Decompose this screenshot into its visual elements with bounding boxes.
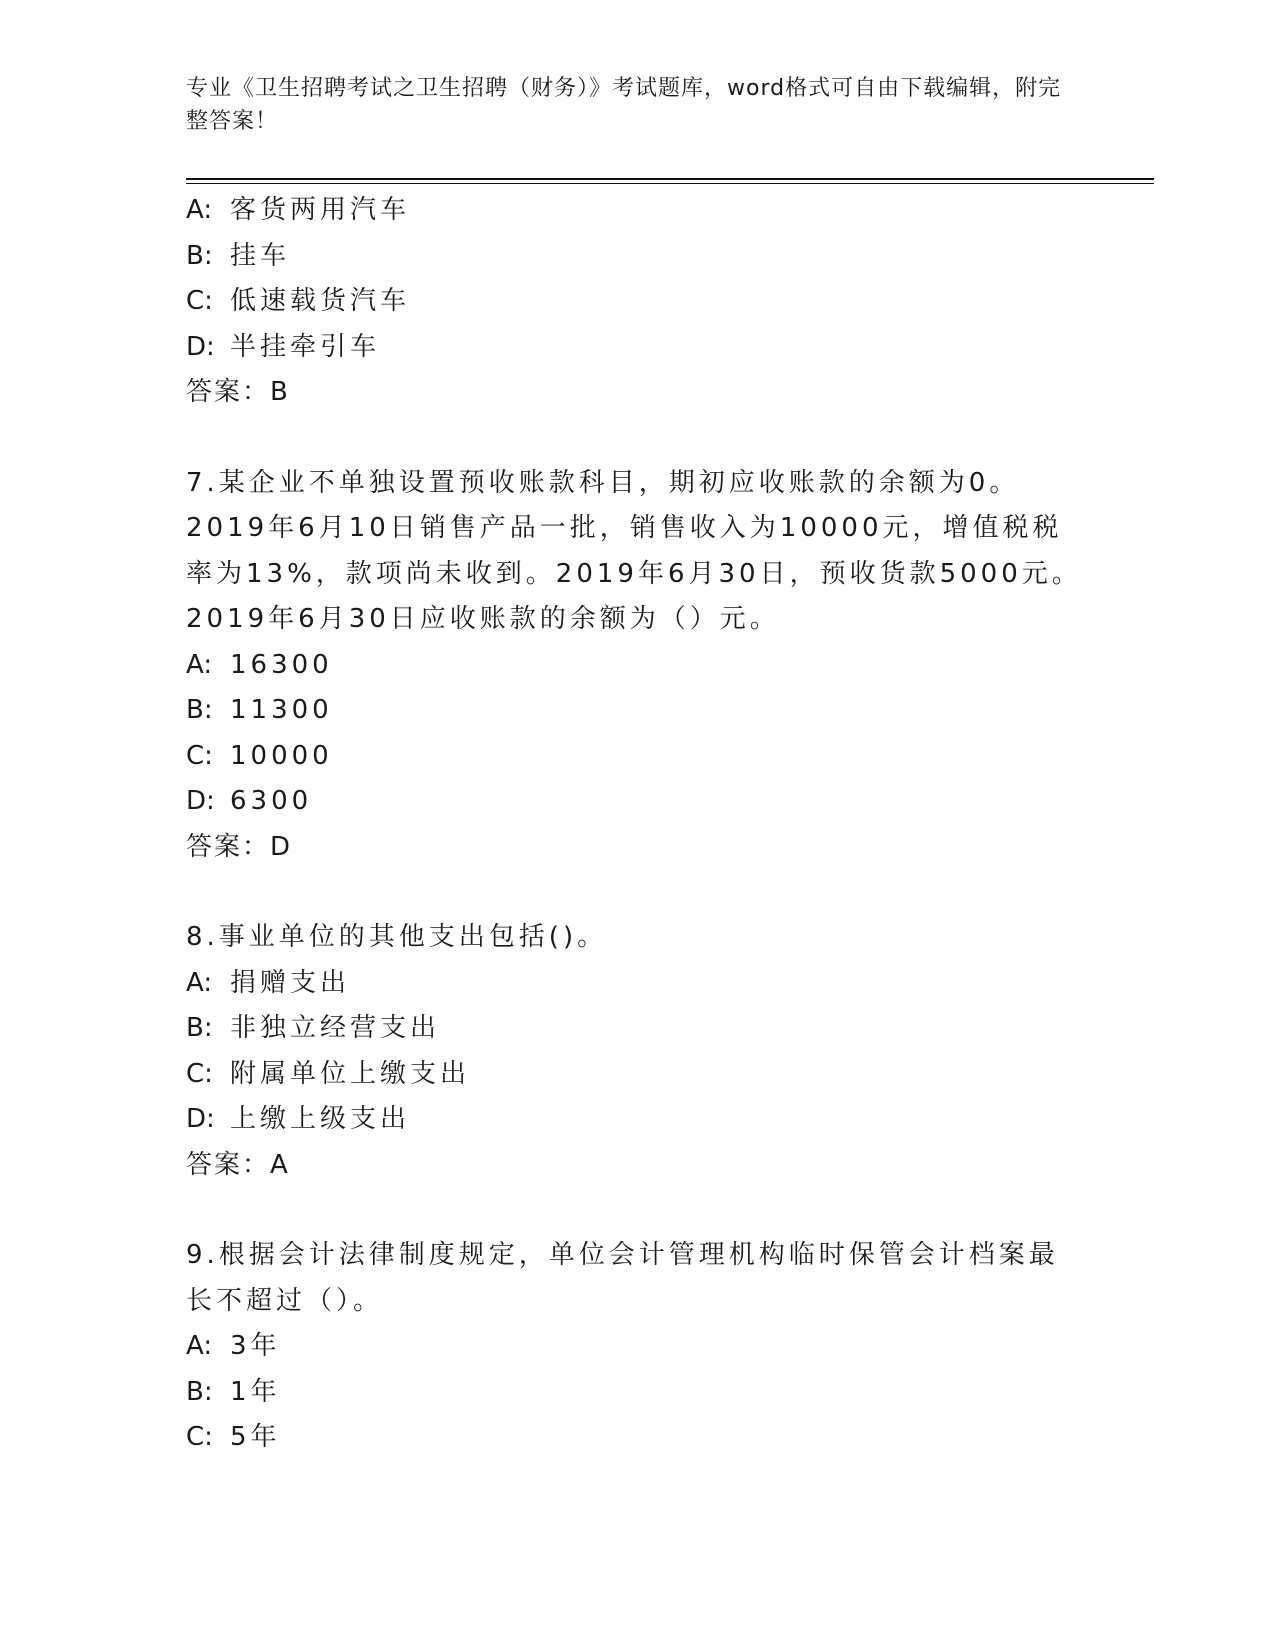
option-text: 上缴上级支出 [230, 1104, 411, 1134]
option-d [186, 1097, 1086, 1143]
option-key: B: [186, 695, 213, 725]
option-key: C: [186, 1422, 213, 1452]
option-key: B: [186, 1376, 213, 1407]
option-b [186, 688, 1086, 734]
option-key: D: [186, 786, 215, 816]
question-content [186, 188, 1086, 1461]
option-b [186, 1370, 1086, 1416]
question-stem: 8.事业单位的其他支出包括()。 [186, 922, 608, 952]
option-c [186, 734, 1086, 780]
option-text: 半挂牵引车 [230, 331, 381, 362]
option-text: 挂车 [230, 240, 291, 271]
answer-line: 答案：A [186, 1149, 290, 1180]
header-divider-thick [186, 178, 1154, 180]
document-header: 专业《卫生招聘考试之卫生招聘（财务）》考试题库，word格式可自由下载编辑，附完整答案！ [186, 76, 1062, 134]
option-key: C: [186, 740, 213, 771]
option-key: D: [186, 331, 215, 362]
option-key: A: [186, 967, 213, 998]
question-9 [186, 1233, 1086, 1461]
option-b [186, 1006, 1086, 1052]
option-key: D: [186, 1104, 215, 1134]
option-key: B: [186, 240, 213, 271]
option-c [186, 279, 1086, 325]
option-text: 11300 [230, 695, 333, 725]
option-c [186, 1052, 1086, 1098]
option-text: 客货两用汽车 [230, 195, 411, 225]
option-a [186, 961, 1086, 1007]
option-text: 6300 [230, 786, 313, 816]
option-d [186, 325, 1086, 371]
option-key: A: [186, 649, 213, 680]
answer-line: 答案：D [186, 831, 293, 862]
question-8 [186, 915, 1086, 1188]
option-text: 非独立经营支出 [230, 1013, 441, 1043]
option-key: A: [186, 195, 213, 225]
option-text: 16300 [230, 649, 333, 680]
option-d [186, 779, 1086, 825]
answer-line: 答案：B [186, 377, 290, 407]
question-7 [186, 461, 1086, 871]
option-key: C: [186, 286, 213, 316]
option-text: 1年 [230, 1376, 281, 1407]
option-text: 10000 [230, 740, 333, 771]
option-key: A: [186, 1331, 213, 1361]
option-a [186, 1324, 1086, 1370]
header-divider-thin [186, 183, 1154, 184]
option-key: B: [186, 1013, 213, 1043]
option-b [186, 234, 1086, 280]
option-c [186, 1415, 1086, 1461]
option-text: 5年 [230, 1422, 281, 1452]
option-text: 3年 [230, 1331, 281, 1361]
question-stem: 9.根据会计法律制度规定，单位会计管理机构临时保管会计档案最长不超过（）。 [186, 1240, 1059, 1316]
option-key: C: [186, 1058, 213, 1089]
option-text: 附属单位上缴支出 [230, 1058, 471, 1089]
option-text: 捐赠支出 [230, 967, 351, 998]
question-stem: 7.某企业不单独设置预收账款科目，期初应收账款的余额为0。2019年6月10日销售产品一批，销售收入为10000元，增值税税率为13%，款项尚未收到。2019年6月30日，预收货款5000元。2019年6月30日应收账款的余额为（）元。 [186, 467, 1082, 634]
option-text: 低速载货汽车 [230, 286, 411, 316]
previous-question [186, 188, 1086, 416]
option-a [186, 643, 1086, 689]
option-a [186, 188, 1086, 234]
